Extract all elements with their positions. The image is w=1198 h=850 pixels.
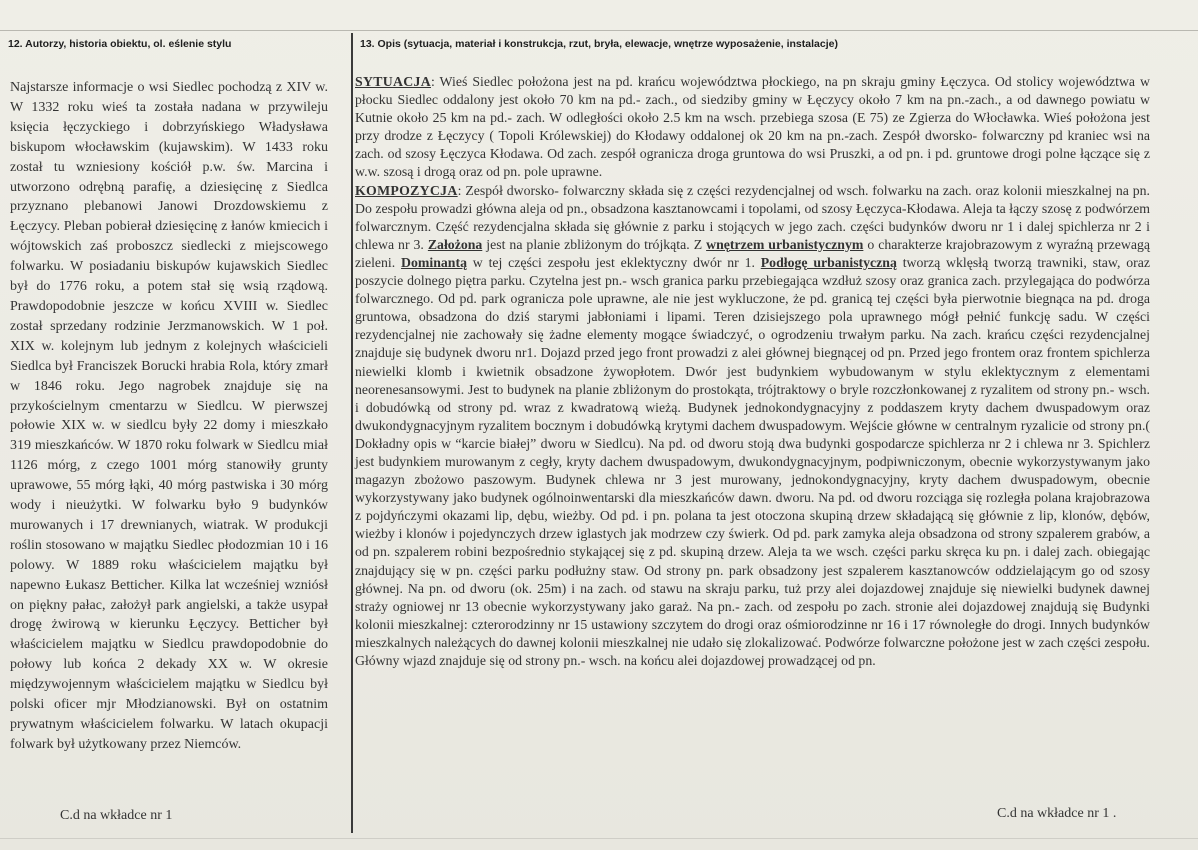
section-13-header: 13. Opis (sytuacja, materiał i konstrukcja, rzut, bryła, elewacje, wnętrze wyposażenie, instalacje) bbox=[360, 38, 838, 50]
wnetrzem-term: wnętrzem urbanistycznym bbox=[706, 236, 864, 252]
dominanta-term: Dominantą bbox=[401, 254, 467, 270]
column-divider bbox=[351, 33, 353, 833]
sytuacja-text: : Wieś Siedlec położona jest na pd. krańcu województwa płockiego, na pn skraju gminy Łęczyca. Od stolicy województwa w płocku Siedlec oddalony jest około 70 km na pd.- zach., od siedziby gminy w Łęczycy około 7 km na pn.-zach., a od dawnego powiatu w Kutnie około 25 km na pd.- zach. W odległości około 2.5 km na wsch. przebiega szosa (E 75) ze Zgierza do Włocławka. Wieś położona jest przy drodze z Łęczycy ( Topoli Królewskiej) do Kłodawy oddalonej ok 20 km na pn.-zach. Zespół dworsko- folwarczny pd kraniec wsi na zach. od szosy Łęczyca Kłodawa. Od zach. zespół ogranicza droga gruntowa do wsi Pruszki, a od pn. i pd. gruntowe drogi polne łączące się z w.w. szosą i drogą oraz od pn. pole uprawne. bbox=[355, 74, 1150, 180]
description-text bbox=[355, 73, 1150, 670]
kompozycja-text-3: o charakterze krajobrazowym z wyraźną przewagą zieleni. bbox=[355, 236, 1151, 270]
kompozycja-text-4: w tej części zespołu jest eklektyczny dwór nr 1. bbox=[466, 254, 761, 270]
podloge-term: Podłogę urbanistyczną bbox=[760, 254, 897, 270]
kompozycja-text-5: tworzą wklęsłą tworzą trawniki, staw, oraz poszycie dolnego piętra parku. Czytelna jest pn.- wsch granica parku przebiegająca wzdłuż szosy oraz granica zach. przylegająca do podwórza folwarcznego. Od pd. park ogranicza pole uprawne, ale nie jest wykluczone, że pd. granicą tej części była pierwotnie biegnąca na pd. droga gruntowa, obsadzona do dziś starymi jabłoniami i lipami. Teren dzisiejszego pola uprawnego mógł pełnić funkcję sadu. W części rezydencjalnej nie zachowały się żadne elementy mogące świadczyć, o ogrodzeniu trwałym parku. Na zach. krańcu części rezydencjalnej znajduje się budynek dworu nr1. Dojazd przed jego front prowadzi z alei głównej biegnącej od pn. Przed jego frontem oraz frontem spichlerza niewielki klomb i kwietnik obsadzone żywopłotem. Dwór jest budynkiem wybudowanym w stylu eklektycznym z elementami neorenesansowymi. Jest to budynek na planie zbliżonym do prostokąta, trójtraktowy o bryle rozczłonkowanej z ryzalitem od strony pn.- wsch. i dobudówką od strony pd. wraz z kwadratową wieżą. Budynek jednokondygnacyjny z poddaszem kryty dachem dwuspadowym oraz dwukondygnacyjnym ryzalitem bocznym i dobudówką krytymi dachem dwuspadowym. Wejście główne w centralnym ryzalicie od strony pn.( Dokładny opis w “karcie białej” dworu w Siedlcu). Na pd. od dworu stoją dwa budynki gospodarcze spichlerza nr 2 i chlewa nr 3. Spichlerz jest budynkiem murowanym z cegły, kryty dachem dwuspadowym, dwukondygnacyjnym, podpiwniczonym, obecnie wykorzystywanym jako magazyn zbożowo paszowym. Budynek chlewa nr 3 jest murowany, jednokondygnacyjny, kryty dachem dwuspadowym, obecnie wykorzystywany jako budynek ogólnoinwentarski dla mieszkańców dawn. dworu. Na pd. od dworu rozciąga się rozległa polana krajobrazowa z pojdyńczymi okazami lip, dębu, wieżby. Od pd. i pn. polana ta jest otoczona skupiną drzew składającą się głównie z lip, klonów, dębów, wieżby i klonów i pojedynczych drzew iglastych jak modrzew czy świerk. Od pd. park zamyka aleja obsadzona od strony szpalerem grabów, a od pn. szpalerem robini bezpośrednio stykającej się z pd. skupiną drzew. Aleja ta we wsch. części parku skręca ku pn. i dalej zach. obiegając znajdujący się w pn. części parku podłużny staw. Od strony pn. park obsadzony jest szpalerem kasztanowców oddzielającym go od szosy głównej. Na pn. od dworu (ok. 25m) i na zach. od stawu na skraju parku, tuż przy alei dojazdowej znajduje się niewielki budynek dawnej straży ogniowej nr 13 obecnie wykorzystywany jako garaż. Na pn.- zach. od zespołu po zach. stronie alei dojazdowej znajdują się Budynki kolonii mieszkalnej: czterorodzinny nr 15 ustawiony szczytem do drogi oraz ośmiorodzinne nr 16 i 17 równoległe do drogi. Innych budynków mieszkalnych należących do dawnej kolonii mieszkalnej nie udało się zlokalizować. Podwórze folwarczne położone jest w zach części zespołu. Główny wjazd znajduje się od strony pn.- wsch. na końcu alei dojazdowej prowadzącej od pn. bbox=[355, 254, 1150, 668]
left-continuation-note: C.d na wkładce nr 1 bbox=[60, 808, 173, 823]
sytuacja-label: SYTUACJA bbox=[355, 74, 431, 89]
kompozycja-text-1: : Zespół dworsko- folwarczny składa się z części rezydencjalnej od wsch. folwarku na zach. oraz kolonii mieszkalnej na pn. Do zespołu prowadzi główna aleja od pn., obsadzona kasztanowcami i topolami, od szosy Łęczyca-Kłodawa. Aleja ta łączy szosę z podwórzem folwarcznym. Część rezydencjalna składa się głównie z parku i stojących w jego zach. części budynków dworu nr 1 i dalej spichlerza nr 2 i chlewa nr 3. bbox=[355, 182, 1150, 252]
bottom-rule bbox=[0, 838, 1198, 839]
history-text: Najstarsze informacje o wsi Siedlec pochodzą z XIV w. W 1332 roku wieś ta została nadana w przywileju księcia łęczyckiego i dobrzyńskiego Władysława biskupom włocławskim (kujawskim). W 1433 roku został tu wzniesiony kościół p.w. św. Marcina i utworzono odrębną parafię, a dziesięcinę z Siedlca przyznano plebanowi Janowi Drozdowskiemu z Łęczycy. Pleban pobierał dziesięcinę z łanów kmiecich i wójtowskich zaś proboszcz siedlecki z miejscowego folwarku. W posiadaniu biskupów kujawskich Siedlec był do 1776 roku, a potem stał się wsią rządową. Prawdopodobnie jeszcze w końcu XVIII w. Siedlec został sprzedany rodzinie Jerzmanowskich. W 1 poł. XIX w. kolejnym lub jednym z kolejnych właścicieli Siedlca był Franciszek Borucki hrabia Rola, który zmarł w 1846 roku. Jego nagrobek znajduje się na przykościelnym cmentarzu w Siedlcu. W pierwszej połowie XIX w. w siedlcu były 22 domy i mieszkało 319 mieszkańców. W 1870 roku folwark w Siedlcu miał 1126 mórg, z czego 1001 mórg stanowiły grunty uprawowe, 55 mórg łąki, 40 mórg pastwiska i 30 mórg wody i nieużytki. W folwarku było 9 budynków murowanych i 17 drewnianych, wiatrak. W produkcji roślin stosowano w majątku Siedlec płodozmian 10 i 16 polowy. W 1889 roku właścicielem majątku był napewno Łukasz Betticher. Kilka lat wcześniej wzniósł on piękny pałac, założył park angielski, a także usypał drogę żwirową w kierunku Łęczycy. Betticher był właścicielem majątku w Siedlcu prawdopodobnie do połowy lub końca 2 dekady XX w. W okresie międzywojennym właścicielem majątku w Siedlcu był polski oficer mjr Młodzianowski. Był on ostatnim prywatnym właścicielem folwarku. W latach okupacji folwark był użytkowany przez Niemców. bbox=[10, 80, 328, 752]
kompozycja-text-2: jest na planie zbliżonym do trójkąta. Z bbox=[482, 236, 707, 252]
top-rule bbox=[0, 30, 1198, 31]
zalozona-term: Założona bbox=[427, 236, 483, 252]
right-continuation-note: C.d na wkładce nr 1 . bbox=[997, 806, 1117, 821]
kompozycja-label: KOMPOZYCJA bbox=[355, 182, 458, 198]
section-12-header: 12. Autorzy, historia obiektu, ol. eślenie stylu bbox=[8, 38, 232, 50]
